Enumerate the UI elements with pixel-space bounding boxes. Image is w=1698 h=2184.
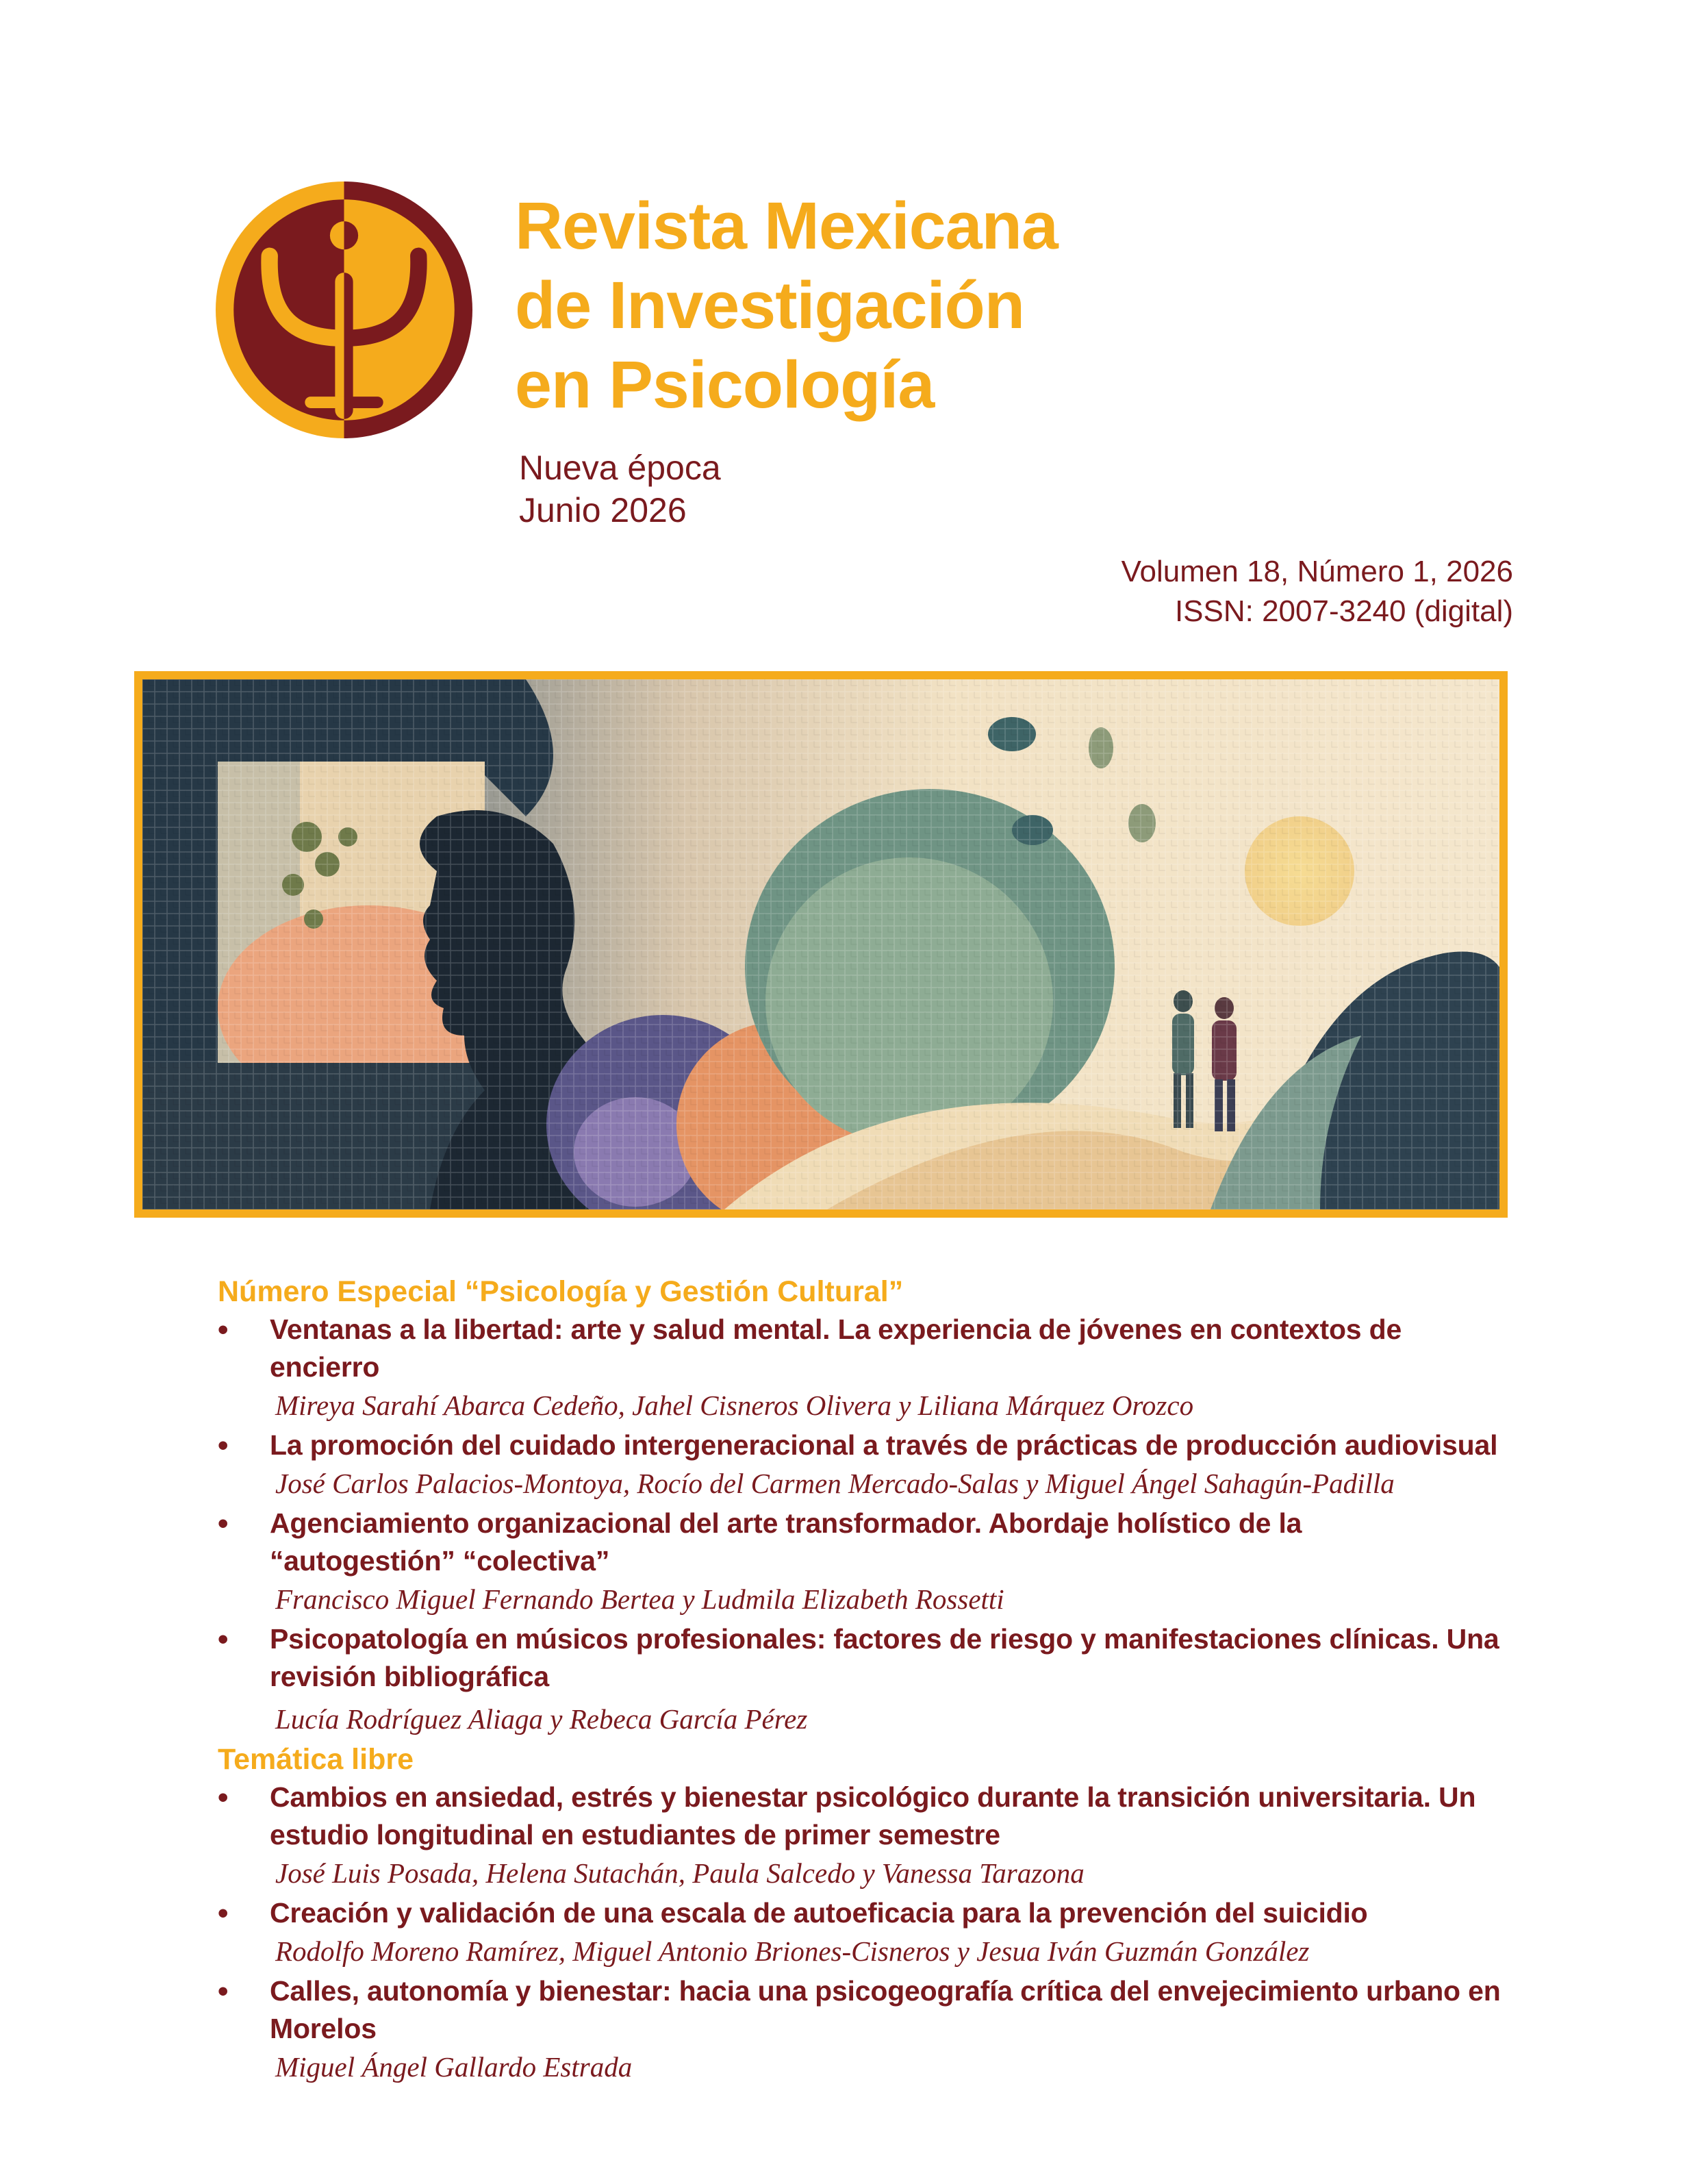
article-entry[interactable] (218, 1427, 1519, 1503)
article-title: Calles, autonomía y bienestar: hacia una psicogeografía crítica del envejecimiento urbano en Morelos (270, 1975, 1501, 2044)
edition-info (519, 447, 721, 531)
table-of-contents (218, 1272, 1519, 2088)
article-authors: José Carlos Palacios-Montoya, Rocío del Carmen Mercado-Salas y Miguel Ángel Sahagún-Padilla (275, 1468, 1395, 1499)
article-authors: José Luis Posada, Helena Sutachán, Paula Salcedo y Vanessa Tarazona (275, 1857, 1085, 1889)
bullet-icon: • (218, 1896, 229, 1930)
article-title: Psicopatología en músicos profesionales: factores de riesgo y manifestaciones clínicas. Una revisión bibliográfica (270, 1623, 1499, 1692)
section-title: Número Especial “Psicología y Gestión Cultural” (218, 1275, 904, 1308)
edition-label: Nueva época (519, 449, 721, 487)
article-entry[interactable] (218, 1779, 1519, 1892)
bullet-icon: • (218, 1622, 229, 1656)
journal-title-line: en Psicología (515, 347, 935, 422)
article-title: Agenciamiento organizacional del arte transformador. Abordaje holístico de la “autogestión” “colectiva” (270, 1507, 1302, 1577)
issue-date: Junio 2026 (519, 491, 687, 529)
toc-section (218, 1740, 1519, 2086)
toc-section (218, 1272, 1519, 1738)
article-title: Creación y validación de una escala de autoeficacia para la prevención del suicidio (270, 1897, 1368, 1929)
mosaic-illustration (142, 679, 1499, 1209)
article-entry[interactable] (218, 1620, 1519, 1738)
issn: ISSN: 2007-3240 (digital) (1174, 594, 1513, 628)
article-entry[interactable] (218, 1311, 1519, 1424)
bullet-icon: • (218, 1974, 229, 2008)
volume-number: Volumen 18, Número 1, 2026 (1121, 555, 1513, 588)
journal-title-line: de Investigación (515, 268, 1025, 342)
article-authors: Mireya Sarahí Abarca Cedeño, Jahel Cisneros Olivera y Liliana Márquez Orozco (275, 1390, 1194, 1421)
bullet-icon: • (218, 1781, 229, 1814)
cover-illustration (134, 671, 1508, 1218)
bullet-icon: • (218, 1313, 229, 1346)
article-title: La promoción del cuidado intergeneracional a través de prácticas de producción audiovisual (270, 1429, 1498, 1461)
article-authors: Lucía Rodríguez Aliaga y Rebeca García Pérez (275, 1703, 808, 1735)
bullet-icon: • (218, 1507, 229, 1540)
section-title: Temática libre (218, 1743, 414, 1776)
psi-symbol-icon (216, 181, 472, 438)
article-entry[interactable] (218, 1505, 1519, 1618)
volume-info (1122, 552, 1513, 631)
journal-title-line: Revista Mexicana (515, 188, 1058, 263)
article-title: Ventanas a la libertad: arte y salud mental. La experiencia de jóvenes en contextos de encierro (270, 1314, 1402, 1383)
article-authors: Miguel Ángel Gallardo Estrada (275, 2051, 633, 2083)
article-entry[interactable] (218, 1972, 1519, 2086)
bullet-icon: • (218, 1429, 229, 1462)
article-authors: Rodolfo Moreno Ramírez, Miguel Antonio Briones-Cisneros y Jesua Iván Guzmán González (275, 1935, 1310, 1967)
article-entry[interactable] (218, 1894, 1519, 1970)
article-title: Cambios en ansiedad, estrés y bienestar psicológico durante la transición universitaria. Un estudio longitudinal en estudiantes de primer semestre (270, 1781, 1476, 1850)
article-authors: Francisco Miguel Fernando Bertea y Ludmila Elizabeth Rossetti (275, 1583, 1004, 1615)
journal-title (515, 186, 1058, 425)
